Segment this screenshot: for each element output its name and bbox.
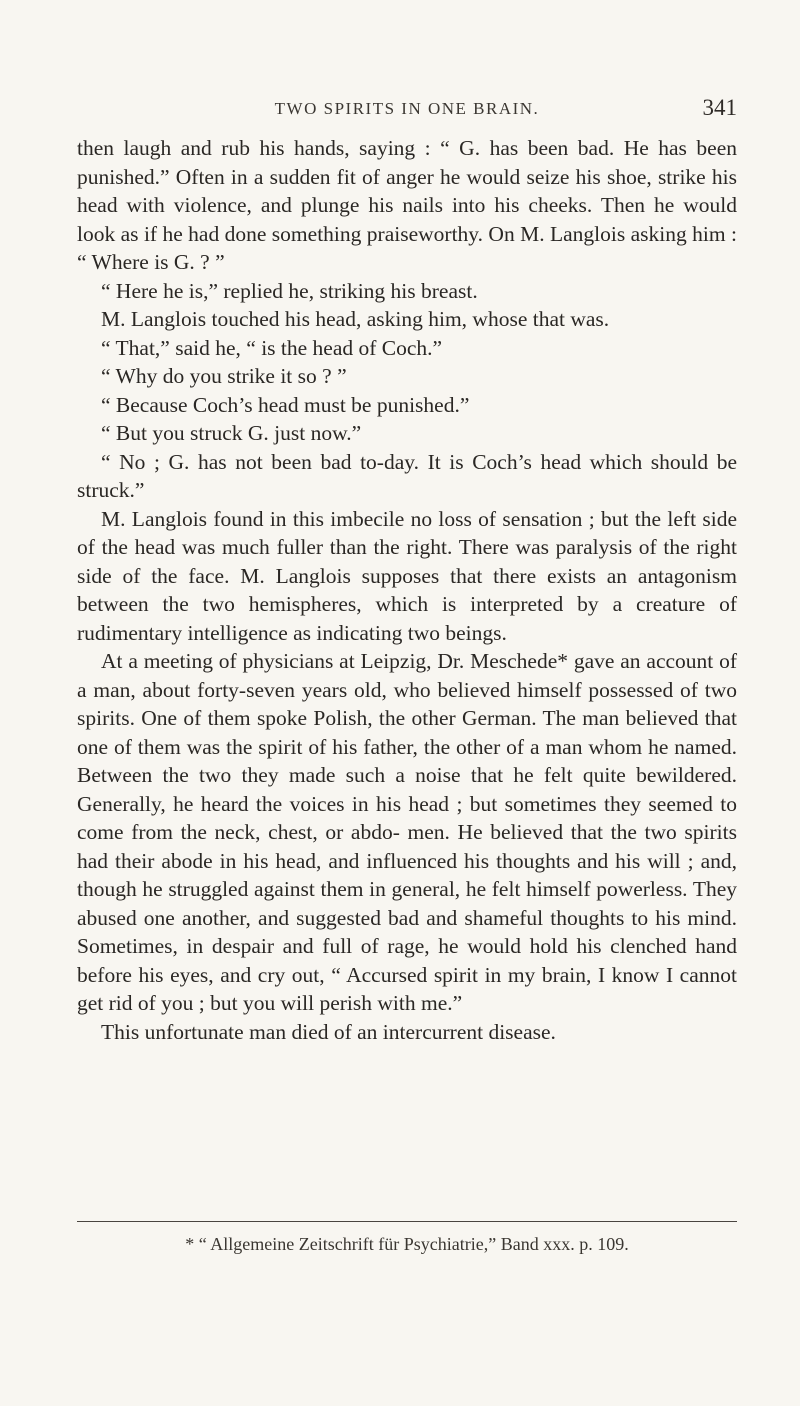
paragraph-1: then laugh and rub his hands, saying : “ G. has been bad. He has been punished.” Often in a sudden fit of anger he would seize his shoe, strike his head with violence, and plunge his nails into his cheeks. Then he would look as if he had done something praiseworthy. On M. Langlois asking him : “ Where is G. ? ” [77, 136, 737, 274]
footnote-divider [77, 1221, 737, 1222]
body-text [77, 134, 737, 1046]
footnote: * “ Allgemeine Zeitschrift für Psychiatrie,” Band xxx. p. 109. [185, 1234, 629, 1254]
paragraph-10: At a meeting of physicians at Leipzig, Dr. Meschede* gave an account of a man, about forty-seven years old, who believed himself possessed of two spirits. One of them spoke Polish, the other German. The man believed that one of them was the spirit of his father, the other of a man whom he named. Between the two they made such a noise that he felt quite bewildered. Generally, he heard the voices in his head ; but sometimes they seemed to come from the neck, chest, or abdo- men. He believed that the two spirits had their abode in his head, and influenced his thoughts and his will ; and, though he struggled against them in general, he felt himself powerless. They abused one another, and suggested bad and shameful thoughts to his mind. Sometimes, in despair and full of rage, he would hold his clenched hand before his eyes, and cry out, “ Accursed spirit in my brain, I know I cannot get rid of you ; but you will perish with me.” [77, 649, 737, 1015]
running-head [77, 97, 737, 127]
paragraph-5: “ Why do you strike it so ? ” [101, 364, 347, 388]
paragraph-11: This unfortunate man died of an intercurrent disease. [101, 1019, 556, 1044]
paragraph-8: “ No ; G. has not been bad to-day. It is Coch’s head which should be struck.” [77, 449, 737, 502]
paragraph-9: M. Langlois found in this imbecile no loss of sensation ; but the left side of the head was much fuller than the right. There was paralysis of the right side of the face. M. Langlois supposes that there exists an antagonism between the two hemispheres, which is interpreted by a creature of rudimentary intelligence as indicating two beings. [77, 506, 737, 645]
paragraph-7: “ But you struck G. just now.” [101, 421, 362, 445]
paragraph-2: “ Here he is,” replied he, striking his breast. [101, 278, 478, 303]
paragraph-3: M. Langlois touched his head, asking him, whose that was. [101, 307, 610, 331]
paragraph-4: “ That,” said he, “ is the head of Coch.” [101, 335, 443, 360]
page-number: 341 [702, 95, 737, 120]
paragraph-6: “ Because Coch’s head must be punished.” [101, 392, 470, 417]
running-title: TWO SPIRITS IN ONE BRAIN. [274, 99, 540, 118]
